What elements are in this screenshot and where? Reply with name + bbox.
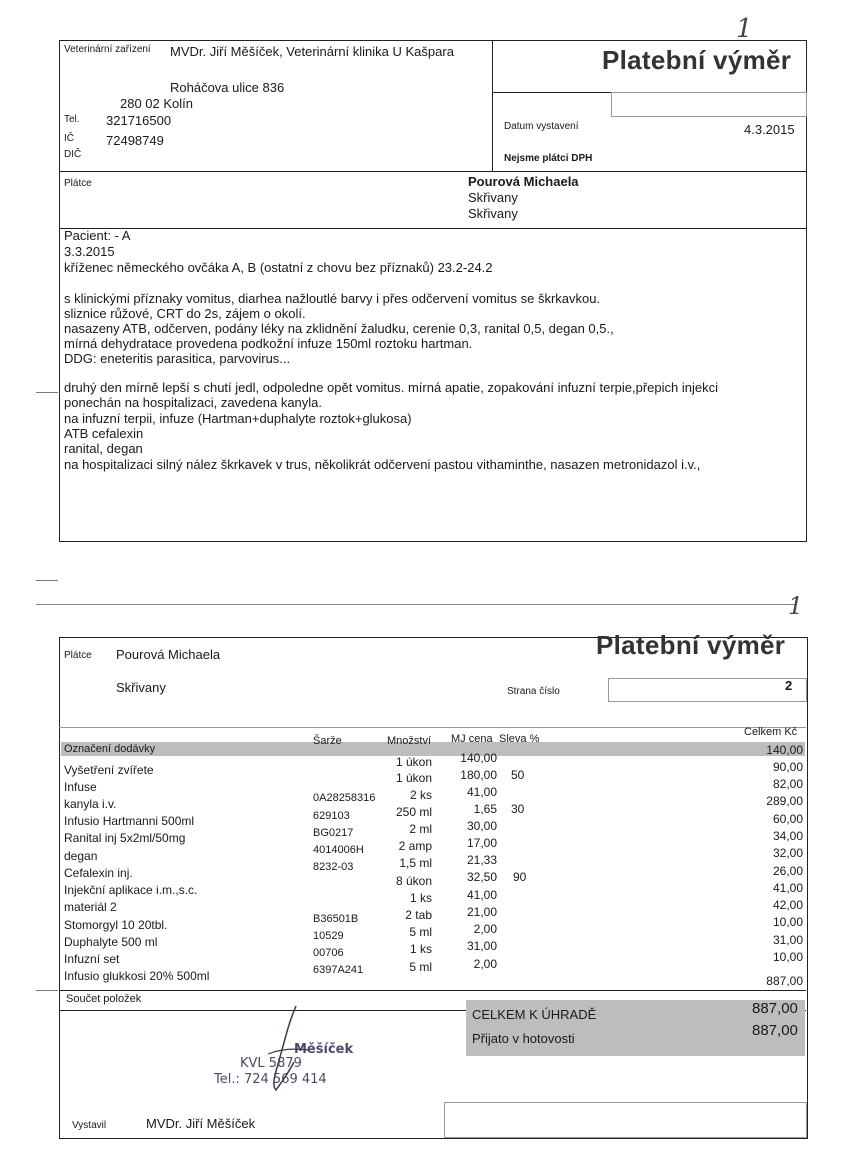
- ic-label: IČ: [64, 133, 74, 144]
- row-item-name: degan: [64, 849, 98, 863]
- paid-label: Přijato v hotovosti: [472, 1031, 575, 1046]
- row-item-name: Vyšetření zvířete: [64, 763, 154, 777]
- page2-sum-line: [59, 990, 806, 991]
- page1-payer-addr1: Skřivany: [468, 190, 518, 205]
- row-total: 31,00: [772, 933, 803, 947]
- row-item-name: Cefalexin inj.: [64, 866, 133, 880]
- row-total: 41,00: [772, 881, 803, 895]
- row-item-name: kanyla i.v.: [64, 797, 117, 811]
- page1-margin-mark: [36, 392, 58, 393]
- row-total: 32,00: [772, 846, 803, 860]
- page-break-line: [36, 604, 796, 605]
- note-line: ATB cefalexin: [64, 426, 144, 441]
- facility-street: Roháčova ulice 836: [170, 80, 285, 95]
- row-unit-price: 41,00: [466, 888, 497, 902]
- row-qty: 1 úkon: [395, 771, 432, 785]
- row-batch: 8232-03: [313, 861, 354, 873]
- row-total: 140,00: [766, 743, 803, 757]
- page-number-value: 2: [785, 678, 793, 693]
- table-header-top: [59, 727, 806, 728]
- row-qty: 2 amp: [398, 839, 432, 853]
- signature-scribble: [258, 1004, 318, 1094]
- row-unit-price: 2,00: [473, 922, 497, 936]
- page-number-label: Strana číslo: [507, 686, 560, 697]
- note-line: nasazeny ATB, odčerven, podány léky na zklidnění žaludku, cerenie 0,3, ranital 0,5, degan 0,5.,: [64, 321, 614, 336]
- row-discount: 30: [511, 802, 525, 816]
- col-header-unit-price: MJ cena: [451, 733, 493, 745]
- note-line: 3.3.2015: [64, 244, 115, 259]
- row-qty: 1,5 ml: [399, 856, 432, 870]
- note-line: kříženec německého ovčáka A, B (ostatní z chovu bez příznaků) 23.2-24.2: [64, 260, 493, 275]
- stamp-code: KVL 5879: [240, 1056, 302, 1071]
- page-number-field: [608, 678, 807, 702]
- page2-handwritten-mark: 1: [788, 592, 804, 620]
- date-value: 4.3.2015: [744, 122, 795, 137]
- note-line: DDG: eneteritis parasitica, parvovirus...: [64, 351, 291, 366]
- row-item-name: Infuzní set: [64, 952, 120, 966]
- row-qty: 5 ml: [409, 925, 432, 939]
- dic-label: DIČ: [64, 149, 82, 160]
- row-qty: 2 ks: [409, 788, 432, 802]
- row-total: 90,00: [772, 760, 803, 774]
- date-label: Datum vystavení: [504, 121, 579, 132]
- page2-title: Platební výměr: [596, 630, 786, 660]
- note-line: sliznice růžové, CRT do 2s, zájem o okolí.: [64, 306, 306, 321]
- row-total: 34,00: [772, 829, 803, 843]
- row-batch: 6397A241: [313, 964, 364, 976]
- issued-by-label: Vystavil: [72, 1120, 107, 1131]
- row-discount: 50: [511, 768, 525, 782]
- note-line: na infuzní terpii, infuze (Hartman+duphalyte roztok+glukosa): [64, 411, 412, 426]
- row-unit-price: 17,00: [466, 836, 497, 850]
- note-line: ponechán na hospitalizaci, zavedena kanyla.: [64, 395, 323, 410]
- page2-payer-name: Pourová Michaela: [116, 647, 221, 662]
- row-qty: 1 ks: [409, 942, 432, 956]
- row-unit-price: 1,65: [473, 802, 497, 816]
- row-qty: 250 ml: [395, 805, 432, 819]
- signature-field: [444, 1102, 807, 1138]
- row-qty: 5 ml: [409, 960, 432, 974]
- page1-payer-addr2: Skřivany: [468, 206, 518, 221]
- issued-by-name: MVDr. Jiří Měšíček: [146, 1116, 256, 1131]
- facility-label: Veterinární zařízení: [64, 44, 151, 55]
- page1-payer-name: Pourová Michaela: [468, 174, 579, 189]
- col-header-discount: Sleva %: [499, 733, 540, 745]
- note-line: Pacient: - A: [64, 228, 131, 243]
- page2-payer-city: Skřivany: [116, 680, 166, 695]
- total-due-value: 887,00: [752, 1000, 798, 1017]
- vat-note: Nejsme plátci DPH: [504, 153, 593, 164]
- page2-payer-label: Plátce: [64, 650, 92, 661]
- row-total: 26,00: [772, 864, 803, 878]
- page1-date-field: [611, 92, 807, 117]
- row-batch: 0A28258316: [313, 792, 376, 804]
- tel-label: Tel.: [64, 114, 80, 125]
- row-item-name: Infusio glukkosi 20% 500ml: [64, 969, 210, 983]
- note-line: ranital, degan: [64, 441, 143, 456]
- row-item-name: Infusio Hartmanni 500ml: [64, 814, 195, 828]
- row-batch: 4014006H: [313, 844, 364, 856]
- row-item-name: Stomorgyl 10 20tbl.: [64, 918, 168, 932]
- page1-notes-top-line: [59, 228, 806, 229]
- page1-payer-top-line: [59, 171, 806, 172]
- left-margin-mark: [36, 990, 58, 991]
- row-qty: 2 tab: [405, 908, 432, 922]
- row-total: 42,00: [772, 898, 803, 912]
- note-line: mírná dehydratace provedena podkožní infuze 150ml roztoku hartman.: [64, 336, 473, 351]
- scan-edge-mark: [36, 580, 58, 581]
- note-line: druhý den mírně lepší s chutí jedl, odpoledne opět vomitus. mírná apatie, zopakování infuzní terpie,přepich injekci: [64, 380, 718, 395]
- col-header-qty: Množství: [387, 735, 432, 747]
- row-unit-price: 180,00: [460, 768, 497, 782]
- page1-handwritten-mark: 1: [736, 14, 753, 44]
- row-batch: 00706: [313, 947, 344, 959]
- row-item-name: Ranital inj 5x2ml/50mg: [64, 831, 186, 845]
- row-total: 60,00: [772, 812, 803, 826]
- row-qty: 2 ml: [409, 822, 432, 836]
- facility-city: 280 02 Kolín: [120, 96, 194, 111]
- row-qty: 8 úkon: [395, 874, 432, 888]
- note-line: na hospitalizaci silný nález škrkavek v trus, několikrát odčerveni pastou vithaminthe, nasazen metronidazol i.v.,: [64, 457, 701, 472]
- row-unit-price: 2,00: [473, 957, 497, 971]
- row-batch: B36501B: [313, 913, 359, 925]
- row-item-name: Infuse: [64, 780, 97, 794]
- row-total: 289,00: [766, 794, 803, 808]
- table-header-bar: [61, 742, 805, 756]
- row-batch: 10529: [313, 930, 344, 942]
- col-header-item: Označení dodávky: [64, 743, 156, 755]
- page1-payer-label: Plátce: [64, 178, 92, 189]
- row-unit-price: 30,00: [466, 819, 497, 833]
- col-header-total: Celkem Kč: [744, 726, 798, 738]
- row-unit-price: 21,00: [466, 905, 497, 919]
- row-batch: BG0217: [313, 827, 354, 839]
- row-total: 10,00: [772, 915, 803, 929]
- row-batch: 629103: [313, 810, 350, 822]
- sum-label: Součet položek: [66, 993, 142, 1005]
- page1-title: Platební výměr: [602, 45, 792, 75]
- page1-header-divider: [492, 40, 493, 171]
- total-due-label: CELKEM K ÚHRADĚ: [472, 1007, 597, 1022]
- col-header-batch: Šarže: [313, 735, 342, 747]
- row-total: 82,00: [772, 777, 803, 791]
- row-item-name: Injekční aplikace i.m.,s.c.: [64, 883, 198, 897]
- sum-value: 887,00: [766, 974, 803, 988]
- row-unit-price: 41,00: [466, 785, 497, 799]
- facility-name: MVDr. Jiří Měšíček, Veterinární klinika U Kašpara: [170, 44, 454, 59]
- row-item-name: Duphalyte 500 ml: [64, 935, 158, 949]
- row-unit-price: 32,50: [466, 870, 497, 884]
- row-unit-price: 21,33: [466, 853, 497, 867]
- paid-value: 887,00: [752, 1022, 798, 1039]
- row-unit-price: 140,00: [460, 751, 497, 765]
- row-discount: 90: [513, 870, 527, 884]
- ic-value: 72498749: [106, 133, 164, 148]
- tel-value: 321716500: [106, 113, 172, 128]
- row-item-name: materiál 2: [64, 900, 117, 914]
- row-qty: 1 ks: [409, 891, 432, 905]
- note-line: s klinickými příznaky vomitus, diarhea nažloutlé barvy i přes odčervení vomitus se škrkavkou.: [64, 291, 601, 306]
- stamp-phone: Tel.: 724 569 414: [214, 1072, 327, 1087]
- row-unit-price: 31,00: [466, 939, 497, 953]
- row-total: 10,00: [772, 950, 803, 964]
- stamp-name: Měšíček: [294, 1042, 354, 1057]
- row-qty: 1 úkon: [395, 755, 432, 769]
